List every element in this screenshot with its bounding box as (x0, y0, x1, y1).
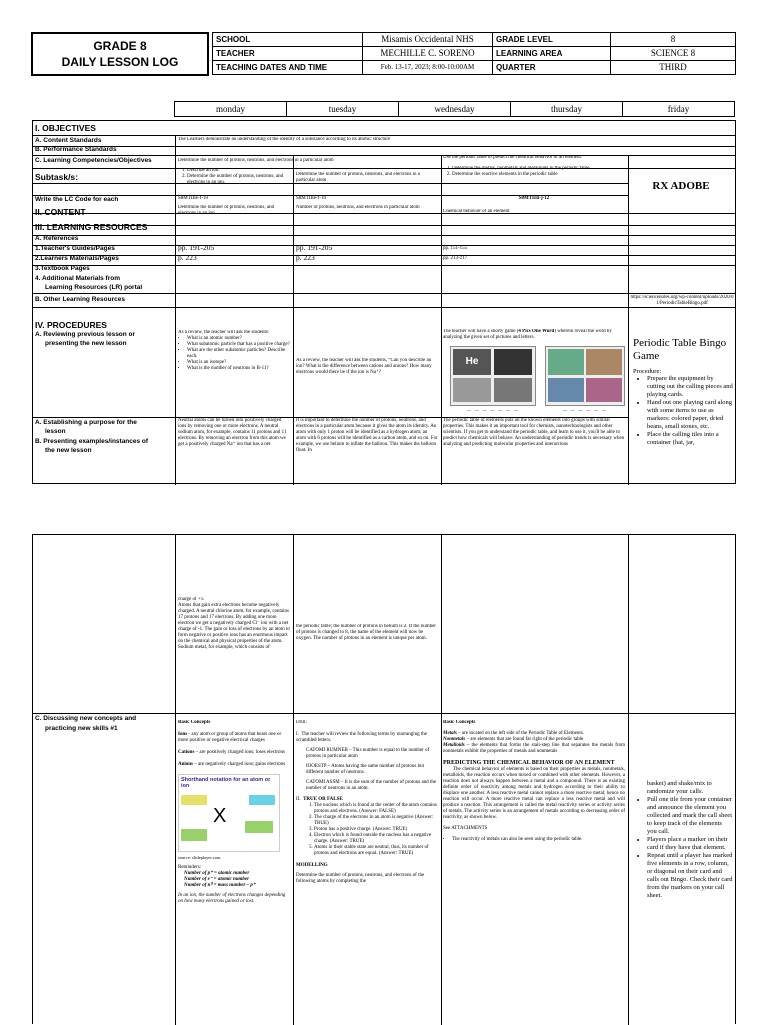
photo-icon (548, 378, 584, 402)
other-resources-friday: https://sciencenotes.org/wp-content/uploads/2020/01/PeriodicTableBingo.pdf (630, 295, 734, 306)
label-lc-code: Write the LC Code for each (35, 196, 119, 203)
reminder-2: Number of e⁻ = atomic number (184, 877, 250, 882)
def-nonmetals: – are elements that are found far right of the periodic table (465, 737, 584, 742)
bingo-section (633, 337, 733, 447)
def-anions: – are negatively charged ions; gains electrons (193, 762, 286, 767)
bingo-section-cont (633, 780, 733, 900)
purpose-monday-cont: charge of +1. Atoms that gain extra electrons become negatively charged. A neutral chlorine atom, for example, contains 17 protons and 17 electrons. By adding one more electron we get a negatively charged Cl⁻ ion with a net charge of -1. The gain or loss of electrons by an atom to form negative or positive ions has an enormous impact on the chemical and physical properties of the atom. Sodium metal, for example, which consists of (178, 597, 290, 650)
content-wed-thu: Chemical behavior of an element (443, 209, 510, 214)
wed-basic-heading: Basic Concepts (443, 720, 476, 725)
review-mon-q3: • What are the other subatomic particles? Describe each. (187, 348, 290, 360)
day-monday: monday (175, 102, 287, 116)
review-mon-q2: • What subatomic particle that has a positive charge? (187, 342, 290, 348)
tf-item-1: 1. The nucleus which is found at the center of the atom contains protons and electrons. (Answer: FALSE) (314, 803, 438, 815)
term-metalloids: Metalloids (443, 743, 465, 748)
def-metals: – are located on the left side of the Periodic Table of Elements. (456, 731, 584, 736)
label-review: A. Reviewing previous lesson or (35, 331, 136, 338)
term-anions: Anions (178, 762, 194, 767)
box-charge-icon (249, 795, 275, 805)
label-examples-2: the new lesson (45, 447, 92, 454)
bingo-step-3-cont: basket) and shake/mix to randomize your calls. (647, 780, 712, 795)
day-thursday: thursday (511, 102, 623, 116)
label-competencies: C. Learning Competencies/Objectives (35, 157, 152, 164)
photo-icon (494, 349, 532, 375)
procedure-label: Procedure: (633, 368, 662, 375)
pics-panel-1 (450, 346, 536, 406)
review-mon-q4: • What is an isotope? (187, 360, 290, 366)
label-learners-materials: 2.Learners Materials/Pages (35, 255, 119, 262)
helium-tile-icon: He (453, 349, 491, 375)
school-label: SCHOOL (213, 33, 363, 47)
day-header-row (174, 101, 735, 117)
bingo-step-4: • Pull one tile from your container and announce the element you collected and mark the call sheet to keep track of the elements you call. (647, 796, 733, 836)
quarter-label: QUARTER (493, 61, 611, 75)
tg-tuesday: pp. 191-205 (296, 243, 333, 252)
teacher-label: TEACHER (213, 47, 363, 61)
label-discussing: C. Discussing new concepts and (35, 715, 137, 722)
bingo-title: Periodic Table Bingo Game (633, 337, 727, 362)
dates-label: TEACHING DATES AND TIME (213, 61, 363, 75)
label-discussing-2: practicing new skills #1 (45, 725, 118, 732)
reminder-4: In an ion, the number of electrons changes depending on how many electrons gained or lost. (178, 893, 286, 904)
bingo-step-5: • Players place a marker on their card if they have that element. (647, 836, 733, 852)
purpose-tuesday-cont: the periodic table; the number of protons in helium is 2. If the number of protons is changed to 8, the name of the element will now be oxygen. The number of protons in an element is unique per atom. (296, 624, 436, 641)
term-ions: Ions (178, 732, 188, 737)
review-monday (178, 330, 290, 410)
lm-monday: p. 223 (178, 253, 197, 262)
def-cations: – are positively charged ions; loses electrons (194, 750, 285, 755)
predicting-heading: PREDICTING THE CHEMICAL BEHAVIOR OF AN ELEMENT (443, 760, 615, 766)
label-procedures: IV. PROCEDURES (35, 320, 107, 330)
bingo-step-3: • Place the calling tiles into a container (hat, jar, (647, 431, 733, 447)
box-mass-icon (181, 795, 207, 805)
scramble-1: CATOMI RUMNEB – This number is equal to the number of protons in particular atom (306, 748, 430, 759)
image-source: source: slideplayer.com (178, 855, 221, 860)
box-number-icon (245, 821, 273, 833)
reminder-1: Number of p⁺ = atomic number (184, 871, 250, 876)
day-wednesday: wednesday (399, 102, 511, 116)
label-teachers-guides: 1.Teacher's Guides/Pages (35, 245, 115, 252)
def-metalloids: – the elements that forms the stair-step line that separates the metals from nonmetals exhibit the properties of metals and nonmetals (443, 743, 625, 754)
purpose-wed-thu: The periodic table of elements puts all the known elements into groups with similar properties. This makes it an important tool for chemists, nanotechnologists and other scientists. If you get to understand the periodic table, and learn to use it, you'll be able to predict how chemicals will behave. An understanding of periodic trends is necessary when analyzing and predicting molecular properties and interactions (443, 418, 625, 447)
day-friday: friday (667, 104, 690, 114)
header-table (212, 32, 736, 75)
title-dll: DAILY LESSON LOG (61, 55, 179, 69)
label-other-resources: B. Other Learning Resources (35, 296, 125, 303)
reminder-3: Number of n⁰ = mass number – p⁺ (184, 883, 256, 888)
tf-item-4: 4. Electron which is found outside the nucleus has a negative charge. (Answer: TRUE) (314, 833, 438, 845)
dates-value: Feb. 13-17, 2023; 8:00-10:00AM (363, 61, 493, 75)
subtask-mon-2: 2. Determine the number of protons, neutrons, and electrons in an ion. (187, 174, 290, 186)
review-mon-q1: • What is an atomic number? (187, 336, 290, 342)
reminders-label: Reminders: (178, 865, 202, 870)
label-purpose-2: lesson (45, 428, 66, 435)
photo-icon (586, 349, 622, 375)
content-tuesday: Number of protons, neutrons, and electrons in particular atom (296, 205, 420, 210)
friday-note: RX ADOBE (652, 180, 710, 192)
drill-part-1: The teacher will review the following terms by rearranging the scrambled letters. (296, 732, 427, 743)
bingo-step-6: • Repeat until a player has marked five elements in a row, column, or diagonal on their card and calls out Bingo. Check their card from the markers on your call sheet. (647, 852, 733, 900)
label-objectives: I. OBJECTIVES (35, 123, 96, 133)
title-grade: GRADE 8 (93, 39, 147, 53)
label-examples: B. Presenting examples/instances of (35, 438, 149, 445)
see-attachments: See ATTACHMENTS (443, 826, 488, 831)
true-false-heading: TRUE OR FALSE (303, 797, 343, 802)
content-standard-text: The Learners demonstrate an understanding of the identity of a substance according to its atomic structure (178, 137, 391, 142)
lm-wednesday: pp. 213-217 (443, 256, 468, 261)
scramble-3: CATOMI ASSM – It is the sum of the number of protons and the number of neutrons in an atom. (306, 780, 437, 791)
lc-code-tuesday: S8MTIIIe-f-10 (296, 196, 326, 201)
element-x-icon: X (213, 805, 227, 827)
area-value: SCIENCE 8 (611, 47, 736, 61)
scramble-2: IOOESTP – Atoms having the same number of protons but different number of neutrons. (306, 764, 424, 775)
tf-item-2: 2. The charge of the electrons in an atom is negative (Answer: TRUE) (314, 815, 438, 827)
bingo-step-1: • Prepare the equipment by cutting out the calling pieces and playing cards. (647, 375, 733, 399)
term-cations: Cations (178, 750, 195, 755)
area-label: LEARNING AREA (493, 47, 611, 61)
tg-wednesday: pp. 151-155 (443, 246, 468, 251)
reactivity-bullet: • The reactivity of metals can also be seen using the periodic table. (452, 837, 625, 843)
discussing-tuesday: Drill: I. The teacher will review the following terms by rearranging the scrambled letters. CATOMI RUMNEB – This number is equal to the number of protons in particular atom IOOESTP – Atoms having the same number of protons but different number of neutrons. CATOMI ASSM – It is the sum of the number of protons and the number of neutrons in an atom. II. TRUE OR FALSE 1. The nucleus which is found at the center of the atom contains protons and electrons. (Answer: FALSE) 2. The charge of the electrons in an atom is negative (Answer: TRUE) 3. Proton has a positive charge. (Answer: TRUE) 4. Electron which is found outside the nucleus has a negative charge. (Answer: TRUE) 5. Atoms in their stable state are neutral, thus, its number of protons and electrons are equal. (Answer: TRUE) MODELLING Determine the number of protons, neutrons, and electrons of the following atoms by completing the (296, 720, 438, 1020)
photo-icon (586, 378, 622, 402)
modelling-text: Determine the number of protons, neutrons, and electrons of the following atoms by completing the (296, 873, 425, 884)
label-performance-standards: B. Performance Standards (35, 146, 117, 153)
label-references: A. References (35, 235, 79, 242)
tf-item-5: 5. Atoms in their stable state are neutral, thus, its number of protons and electrons are equal. (Answer: TRUE) (314, 845, 438, 857)
day-tuesday: tuesday (287, 102, 399, 116)
subtask-wed-1: 1. Determine the metals, nonmetals and metalloids in the periodic table (452, 166, 625, 172)
review-mon-intro: As a review, the teacher will ask the students: (178, 330, 270, 335)
tf-item-3: 3. Proton has a positive charge. (Answer: TRUE) (314, 827, 438, 833)
shorthand-title: Shorthand notation for an atom or ion (181, 777, 271, 789)
review-wed-thu (443, 329, 625, 341)
predicting-text: The chemical behavior of elements is based on their properties as metals, nonmetals, metalloids, the reaction occurs when mixed or combined with other elements. However, a reaction does not always happen between a metal and a compound. There is an existing definite order of reactivity among metals and hydrogen according to their ability to displace one another. A less reactive metal cannot replace a more reactive metal; hence no reaction will occur. A more reactive metal can replace a less reactive metal and will produce a reaction. This arrangement is called the metal reactivity series or activity series of metals. The activity series is an arrangement of metals according to decreasing order of reactivity, as shown below. (443, 767, 625, 820)
label-content: II. CONTENT (35, 207, 86, 217)
label-content-standards: A. Content Standards (35, 137, 102, 144)
word-blanks-1: _ _ _ _ _ _ _ (467, 405, 519, 412)
label-subtasks: Subtask/s: (35, 172, 78, 182)
grade-label: GRADE LEVEL (493, 33, 611, 47)
grade-value: 8 (611, 33, 736, 47)
subtask-tuesday: Determine the number of protons, neutrons, and electrons in a particular atom (296, 172, 420, 183)
label-additional: 4. Additional Materials from (35, 275, 120, 282)
label-textbook: 3.Textbook Pages (35, 265, 90, 272)
tg-monday: pp. 191-205 (178, 243, 215, 252)
word-blanks-2: _ _ _ _ _ _ (562, 405, 608, 412)
modelling-heading: MODELLING (296, 863, 328, 868)
term-metals: Metals (443, 731, 457, 736)
school-value: Misamis Occidental NHS (363, 33, 493, 47)
drill-label: Drill: (296, 720, 307, 725)
photo-icon (453, 378, 491, 402)
review-mon-q5: • What is the number of neutrons in B-11? (187, 366, 290, 372)
subtask-mon-1: 1. Describe an ion. (187, 168, 290, 174)
review-wed-pre: The teacher will have a shorty game ( (443, 329, 519, 334)
pics-panel-2 (545, 346, 625, 406)
discussing-wed-thu (443, 720, 625, 1020)
review-wed-post: ) wherein reveal the word by analyzing the given set of pictures and letters. (443, 329, 612, 340)
purpose-tuesday: It is important to determine the number of protons, neutrons, and electrons in a particular atom because it gives the atom its identity. An atom with only 1 proton will be identified as a hydrogen atom; an atom with 6 protons will be identified as a carbon atom, and so on. For example, we use helium to inflate the balloon. This makes the balloon float. In (296, 418, 438, 453)
basic-concepts-heading: Basic Concepts (178, 720, 211, 725)
title-box (31, 32, 209, 76)
lm-tuesday: p. 223 (296, 253, 315, 262)
purpose-monday: Neutral atoms can be turned into positively charged ions by removing one or more electrons. A neutral sodium atom, for example, contains 11 protons and 11 electrons. By removing an electron from this atom we get a positively charged Na⁺ ion that has a net (178, 418, 287, 447)
def-ions: - any atom or group of atoms that bears one or more positive or negative electrical charges (178, 732, 282, 743)
competency-mon-tue: Determine the number of protons, neutrons, and electrons in a particular atom (178, 158, 334, 163)
lc-code-wed-thu: S8MTIIIi-j-12 (518, 196, 550, 201)
photo-icon (494, 378, 532, 402)
review-wed-bold: 4 Pics One Word (518, 329, 555, 334)
quarter-value: THIRD (611, 61, 736, 75)
review-tuesday: As a review, the teacher will ask the students, “Can you describe an ion? What is the difference between cations and anions? How many electrons would there be if the ion is Na⁺? (296, 358, 432, 375)
subtask-monday (178, 168, 290, 186)
content-monday: Determine the number of protons, neutrons, and electrons in an ion (178, 205, 275, 216)
box-atomic-icon (181, 829, 207, 841)
label-additional-2: Learning Resources (LR) portal (45, 284, 143, 291)
label-resources: III. LEARNING RESOURCES (35, 222, 148, 232)
lc-code-monday: S8MTIIIe-f-10 (178, 196, 208, 201)
term-nonmetals: Nonmetals (443, 737, 466, 742)
label-purpose: A. Establishing a purpose for the (35, 419, 137, 426)
bingo-step-2: • Hand out one playing card along with some items to use as markers: colored paper, dried beans, small stones, etc. (647, 399, 733, 431)
teacher-value: MECHILLE C. SORENO (363, 47, 493, 61)
subtask-wed-2: 2. Determine the reactive elements in the periodic table (452, 172, 625, 178)
competency-wed-thu: Use the periodic table to predict the chemical behavior of an element. (443, 155, 583, 160)
discussing-monday (178, 720, 290, 1020)
label-review-2: presenting the new lesson (45, 340, 127, 347)
shorthand-diagram (178, 774, 280, 852)
photo-icon (548, 349, 584, 375)
subtask-wed-thu (443, 166, 625, 178)
